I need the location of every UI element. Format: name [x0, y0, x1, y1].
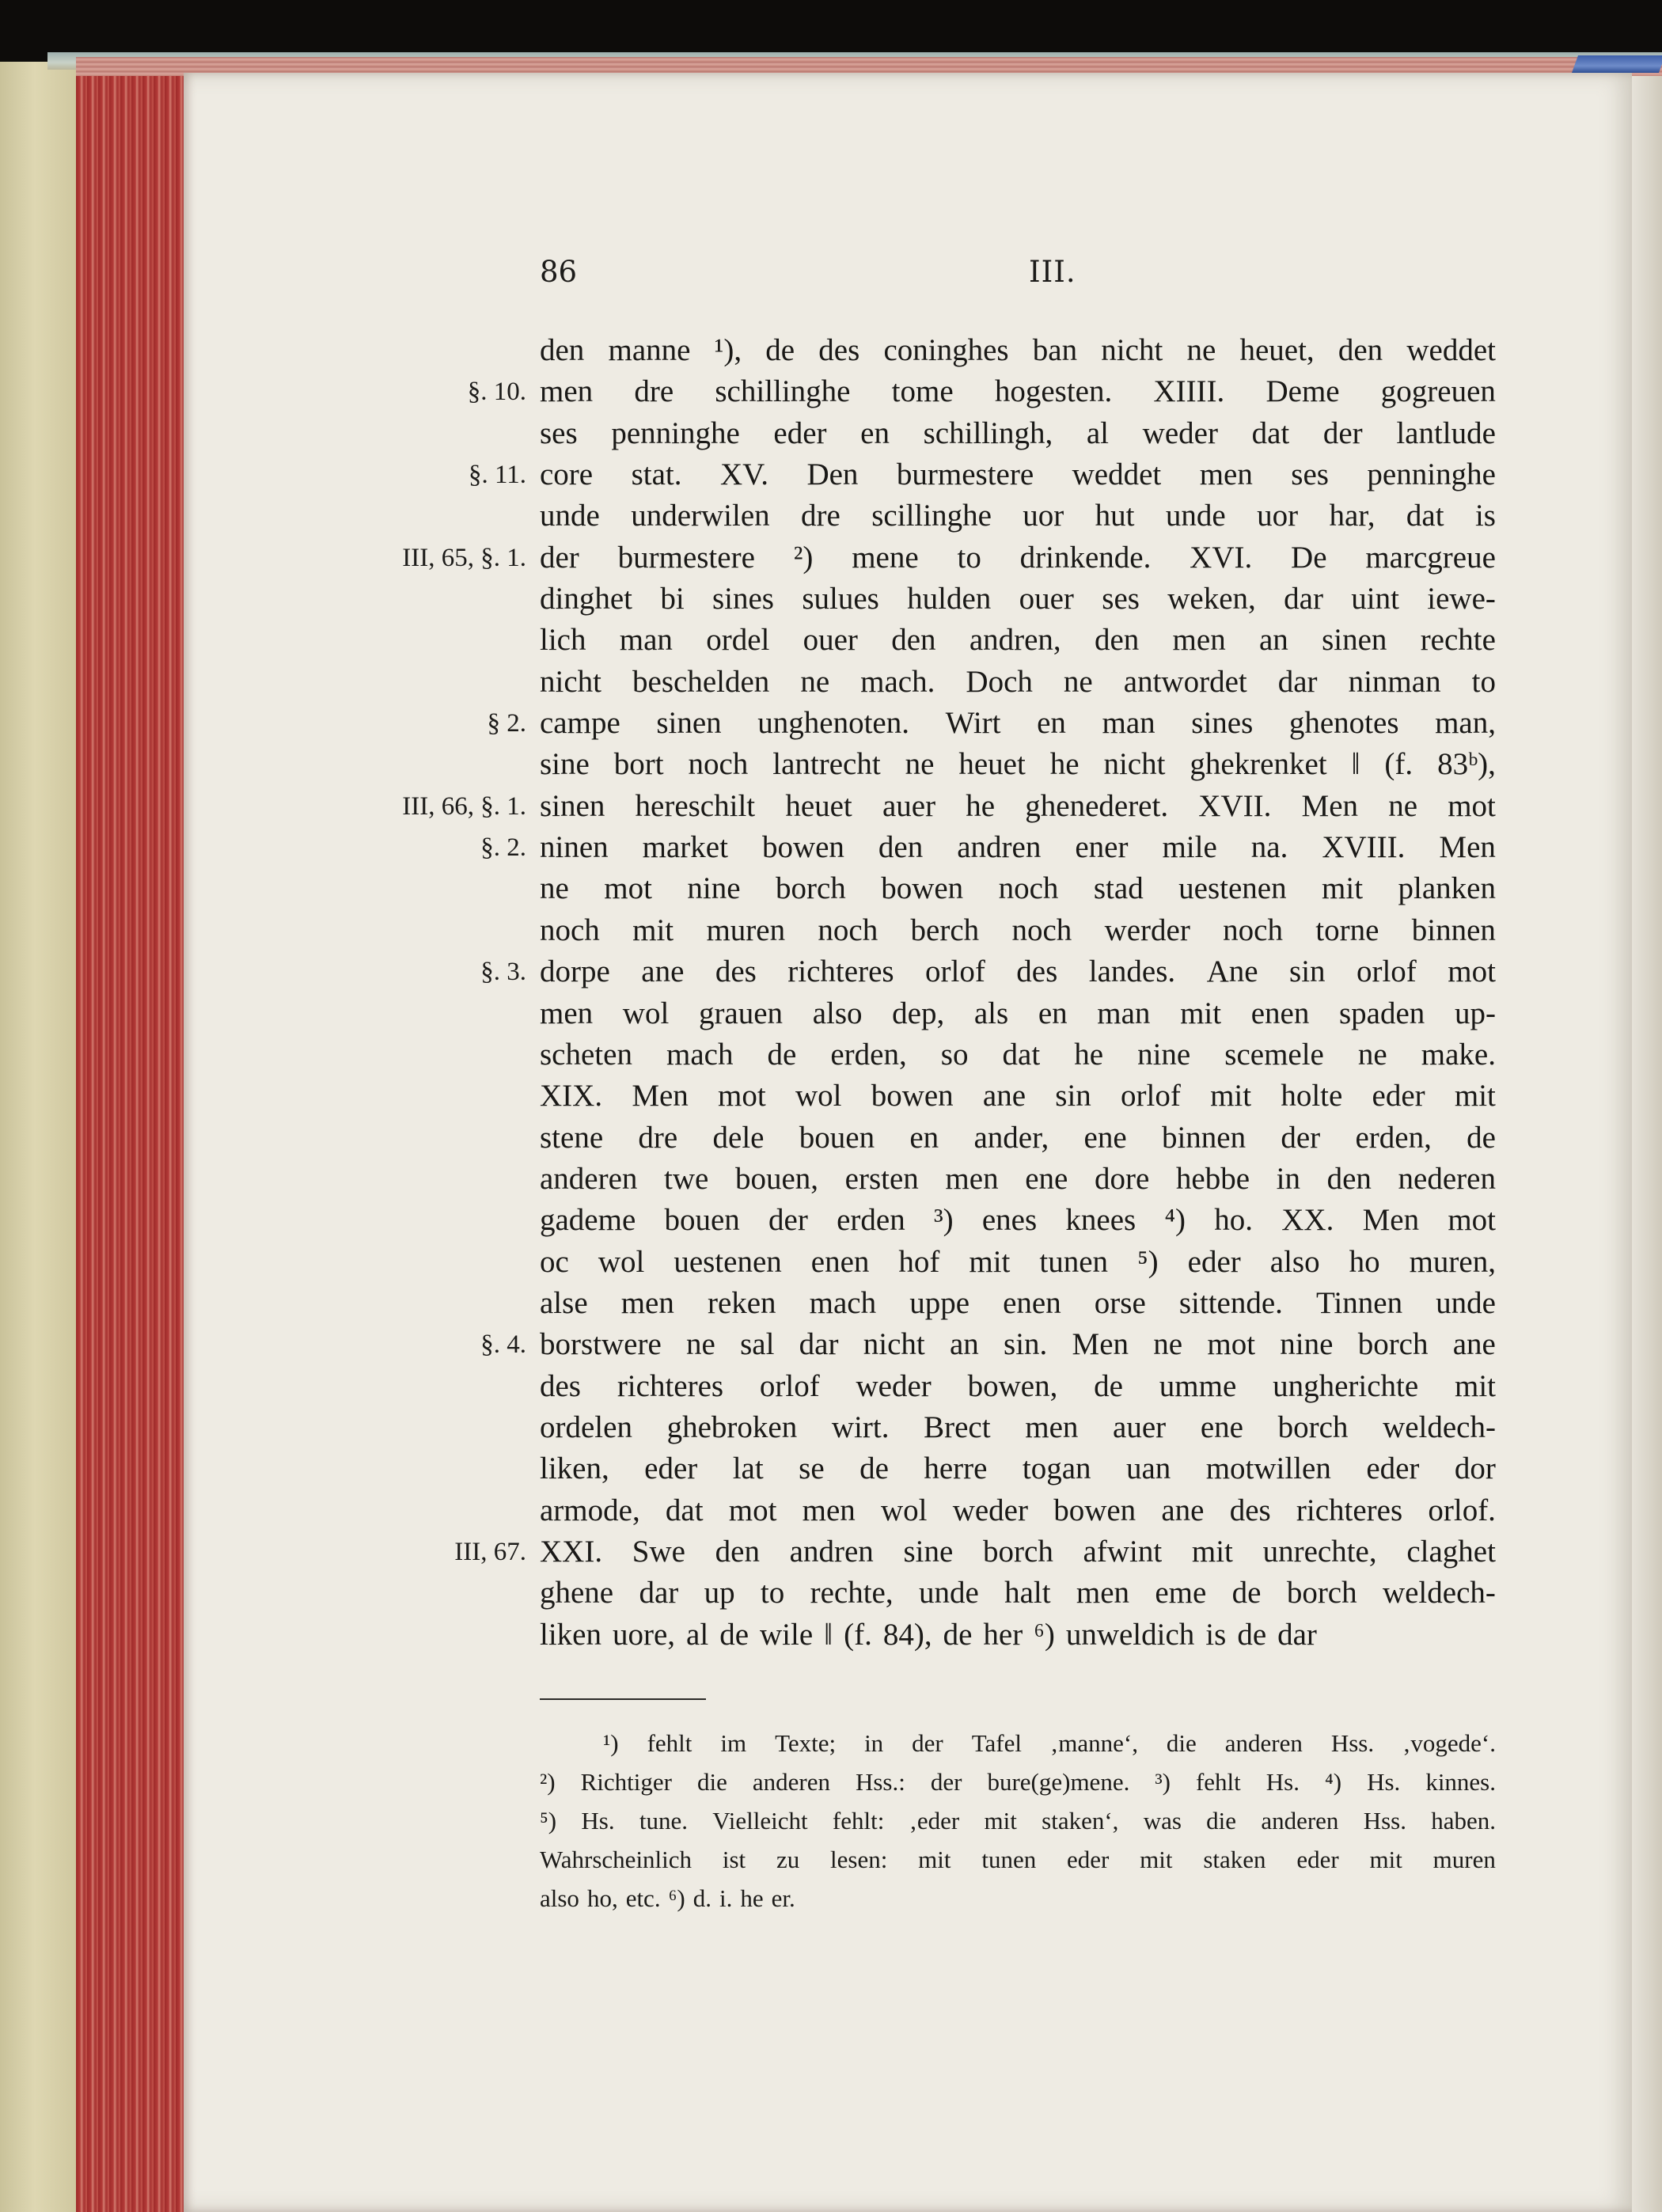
- text-line: noch mit muren noch berch noch werder noch torne binnen: [540, 912, 1496, 947]
- margin-note: § 2.: [487, 709, 526, 738]
- margin-note: §. 2.: [480, 833, 526, 863]
- text-line: men wol grauen also dep, als en man mit enen spaden up-: [540, 996, 1496, 1030]
- margin-note: III, 65, §. 1.: [402, 543, 526, 572]
- footnote-line: ⁵) Hs. tune. Vielleicht fehlt: ‚eder mit staken‘, was die anderen Hss. haben.: [540, 1807, 1496, 1834]
- margin-note: III, 66, §. 1.: [402, 791, 526, 821]
- body-text: [540, 330, 1496, 1656]
- page-stack-red-edges: [76, 76, 187, 2212]
- book-cover-left-edge: [0, 62, 78, 2212]
- margin-note: §. 3.: [480, 958, 526, 987]
- margin-note: §. 11.: [468, 461, 526, 490]
- text-line: alse men reken mach uppe enen orse sittende. Tinnen unde: [540, 1285, 1496, 1320]
- text-line: anderen twe bouen, ersten men ene dore hebbe in den nederen: [540, 1161, 1496, 1196]
- text-line: stene dre dele bouen en ander, ene binnen der erden, de: [540, 1120, 1496, 1155]
- text-line: liken, eder lat se de herre togan uan motwillen eder dor: [540, 1451, 1496, 1486]
- page-right-edge: [1632, 76, 1662, 2212]
- text-line: gademe bouen der erden ³) enes knees ⁴) ho. XX. Men mot: [540, 1203, 1496, 1238]
- text-line: des richteres orlof weder bowen, de umme ungherichte mit: [540, 1368, 1496, 1403]
- text-line: sinen hereschilt heuet auer he ghenederet. XVII. Men ne mot: [540, 788, 1496, 823]
- margin-note: §. 10.: [467, 378, 526, 407]
- text-line: dinghet bi sines sulues hulden ouer ses weken, dar uint iewe-: [540, 582, 1496, 617]
- text-line: XIX. Men mot wol bowen ane sin orlof mit holte eder mit: [540, 1079, 1496, 1114]
- text-line: sine bort noch lantrecht ne heuet he nicht ghekrenket ‖ (f. 83ᵇ),: [540, 747, 1496, 782]
- text-line: ordelen ghebroken wirt. Brect men auer ene borch weldech-: [540, 1410, 1496, 1444]
- text-line: XXI. Swe den andren sine borch afwint mit unrechte, claghet: [540, 1534, 1496, 1569]
- chapter-heading: III.: [1029, 255, 1076, 289]
- text-line: scheten mach de erden, so dat he nine scemele ne make.: [540, 1037, 1496, 1072]
- footnote-line: also ho, etc. ⁶) d. i. he er.: [540, 1884, 795, 1912]
- margin-note: III, 67.: [454, 1538, 526, 1567]
- text-line: lich man ordel ouer den andren, den men an sinen rechte: [540, 623, 1496, 658]
- text-line: oc wol uestenen enen hof mit tunen ⁵) eder also ho muren,: [540, 1244, 1496, 1279]
- text-line: campe sinen unghenoten. Wirt en man sines ghenotes man,: [540, 706, 1496, 741]
- text-line: den manne ¹), de des coninghes ban nicht ne heuet, den weddet: [540, 333, 1496, 367]
- text-line: dorpe ane des richteres orlof des landes. Ane sin orlof mot: [540, 954, 1496, 989]
- text-line: borstwere ne sal dar nicht an sin. Men ne mot nine borch ane: [540, 1327, 1496, 1362]
- text-line: nicht beschelden ne mach. Doch ne antwordet dar ninman to: [540, 664, 1496, 699]
- text-line: liken uore, al de wile ‖ (f. 84), de her ⁶) unweldich is de dar: [540, 1617, 1317, 1652]
- margin-note: §. 4.: [480, 1330, 526, 1360]
- footnotes: [540, 1724, 1496, 1918]
- text-line: men dre schillinghe tome hogesten. XIIII. Deme gogreuen: [540, 374, 1496, 409]
- text-line: ghene dar up to rechte, unde halt men eme de borch weldech-: [540, 1576, 1496, 1611]
- page-number: 86: [540, 255, 578, 289]
- text-line: core stat. XV. Den burmestere weddet men ses penninghe: [540, 457, 1496, 492]
- text-line: armode, dat mot men wol weder bowen ane des richteres orlof.: [540, 1493, 1496, 1527]
- text-line: der burmestere ²) mene to drinkende. XVI. De marcgreue: [540, 540, 1496, 575]
- text-line: ninen market bowen den andren ener mile na. XVIII. Men: [540, 830, 1496, 865]
- text-line: ses penninghe eder en schillingh, al weder dat der lantlude: [540, 415, 1496, 450]
- bookmark-ribbon: [1572, 55, 1662, 73]
- footnote-line: ¹) fehlt im Texte; in der Tafel ‚manne‘, die anderen Hss. ‚vogede‘.: [603, 1729, 1496, 1757]
- footnote-divider: [540, 1698, 706, 1700]
- text-line: ne mot nine borch bowen noch stad uestenen mit planken: [540, 871, 1496, 906]
- footnote-line: Wahrscheinlich ist zu lesen: mit tunen eder mit staken eder mit muren: [540, 1846, 1496, 1873]
- text-line: unde underwilen dre scillinghe uor hut unde uor har, dat is: [540, 499, 1496, 533]
- footnote-line: ²) Richtiger die anderen Hss.: der bure(ge)mene. ³) fehlt Hs. ⁴) Hs. kinnes.: [540, 1768, 1496, 1796]
